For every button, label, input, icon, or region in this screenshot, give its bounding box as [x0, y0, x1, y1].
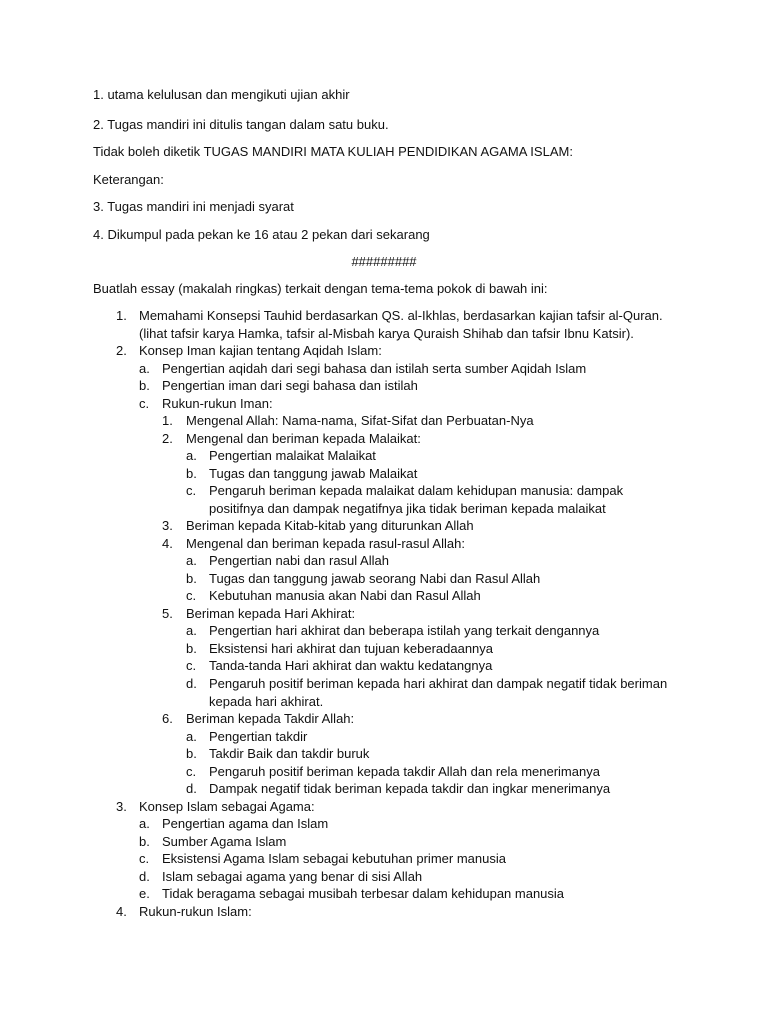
outline-text: Pengertian takdir: [209, 729, 308, 744]
outline-marker: 3.: [116, 799, 127, 814]
outline-text: Pengertian iman dari segi bahasa dan istilah: [162, 378, 418, 393]
paragraph-5: 3. Tugas mandiri ini menjadi syarat: [93, 199, 294, 214]
outline-marker: c.: [186, 483, 197, 498]
outline-text: Beriman kepada Hari Akhirat:: [186, 606, 356, 621]
outline-text: positifnya dan dampak negatifnya jika tidak beriman kepada malaikat: [209, 501, 606, 516]
outline-text: Mengenal Allah: Nama-nama, Sifat-Sifat dan Perbuatan-Nya: [186, 413, 534, 428]
paragraph-1: 1. utama kelulusan dan mengikuti ujian akhir: [93, 87, 350, 102]
outline-marker: a.: [139, 361, 150, 376]
outline-marker: a.: [186, 553, 197, 568]
outline-marker: 1.: [116, 308, 127, 323]
outline-marker: 4.: [116, 904, 127, 919]
outline-text: Tugas dan tanggung jawab Malaikat: [209, 466, 418, 481]
outline-text: Pengertian malaikat Malaikat: [209, 448, 376, 463]
intro-text: Buatlah essay (makalah ringkas) terkait dengan tema-tema pokok di bawah ini:: [93, 281, 548, 296]
outline-text: Tanda-tanda Hari akhirat dan waktu kedatangnya: [209, 658, 493, 673]
outline-text: Pengaruh positif beriman kepada hari akhirat dan dampak negatif tidak beriman: [209, 676, 668, 691]
outline-marker: d.: [186, 676, 197, 691]
outline-text: Pengertian hari akhirat dan beberapa istilah yang terkait dengannya: [209, 623, 600, 638]
outline-text: Dampak negatif tidak beriman kepada takdir dan ingkar menerimanya: [209, 781, 611, 796]
outline-marker: 2.: [162, 431, 173, 446]
outline-text: Takdir Baik dan takdir buruk: [209, 746, 370, 761]
outline-marker: b.: [186, 641, 197, 656]
outline-marker: b.: [186, 466, 197, 481]
outline-text: Pengertian nabi dan rasul Allah: [209, 553, 389, 568]
outline-text: Pengertian agama dan Islam: [162, 816, 329, 831]
outline-text: (lihat tafsir karya Hamka, tafsir al-Misbah karya Quraish Shihab dan tafsir Ibnu Katsir).: [139, 326, 634, 341]
outline-marker: c.: [139, 396, 150, 411]
outline-text: Sumber Agama Islam: [162, 834, 287, 849]
outline-marker: a.: [186, 729, 197, 744]
outline-text: Rukun-rukun Iman:: [162, 396, 273, 411]
outline-text: Konsep Islam sebagai Agama:: [139, 799, 315, 814]
outline-marker: a.: [186, 448, 197, 463]
outline-marker: b.: [139, 834, 150, 849]
outline-text: Mengenal dan beriman kepada Malaikat:: [186, 431, 421, 446]
outline-text: Rukun-rukun Islam:: [139, 904, 252, 919]
outline-marker: 6.: [162, 711, 173, 726]
outline-marker: 4.: [162, 536, 173, 551]
outline-marker: c.: [139, 851, 150, 866]
outline-text: Tugas dan tanggung jawab seorang Nabi dan Rasul Allah: [209, 571, 541, 586]
outline-marker: 2.: [116, 343, 127, 358]
outline-marker: b.: [186, 746, 197, 761]
outline-text: Beriman kepada Kitab-kitab yang diturunkan Allah: [186, 518, 474, 533]
outline-marker: d.: [186, 781, 197, 796]
paragraph-6: 4. Dikumpul pada pekan ke 16 atau 2 pekan dari sekarang: [93, 227, 430, 242]
outline-marker: 1.: [162, 413, 173, 428]
paragraph-3: Tidak boleh diketik TUGAS MANDIRI MATA KULIAH PENDIDIKAN AGAMA ISLAM:: [93, 144, 573, 159]
outline-marker: 3.: [162, 518, 173, 533]
outline-text: Pengaruh positif beriman kepada takdir Allah dan rela menerimanya: [209, 764, 600, 779]
outline-marker: c.: [186, 588, 197, 603]
paragraph-2: 2. Tugas mandiri ini ditulis tangan dalam satu buku.: [93, 117, 389, 132]
paragraph-4: Keterangan:: [93, 172, 164, 187]
outline-text: Mengenal dan beriman kepada rasul-rasul Allah:: [186, 536, 465, 551]
outline-text: Beriman kepada Takdir Allah:: [186, 711, 355, 726]
outline-marker: a.: [139, 816, 150, 831]
outline-marker: c.: [186, 658, 197, 673]
outline-text: kepada hari akhirat.: [209, 694, 324, 709]
outline-text: Kebutuhan manusia akan Nabi dan Rasul Allah: [209, 588, 481, 603]
outline-text: Tidak beragama sebagai musibah terbesar dalam kehidupan manusia: [162, 886, 565, 901]
outline-marker: b.: [186, 571, 197, 586]
outline-text: Eksistensi Agama Islam sebagai kebutuhan primer manusia: [162, 851, 506, 866]
outline-text: Konsep Iman kajian tentang Aqidah Islam:: [139, 343, 382, 358]
outline-text: Pengaruh beriman kepada malaikat dalam kehidupan manusia: dampak: [209, 483, 624, 498]
outline-marker: a.: [186, 623, 197, 638]
outline-marker: b.: [139, 378, 150, 393]
outline-marker: 5.: [162, 606, 173, 621]
outline-text: Eksistensi hari akhirat dan tujuan keberadaannya: [209, 641, 494, 656]
outline-text: Memahami Konsepsi Tauhid berdasarkan QS. al-Ikhlas, berdasarkan kajian tafsir al-Quran.: [139, 308, 663, 323]
outline-marker: c.: [186, 764, 197, 779]
divider: #########: [351, 254, 417, 269]
outline-text: Pengertian aqidah dari segi bahasa dan istilah serta sumber Aqidah Islam: [162, 361, 587, 376]
outline-marker: e.: [139, 886, 150, 901]
outline-text: Islam sebagai agama yang benar di sisi Allah: [162, 869, 423, 884]
outline-marker: d.: [139, 869, 150, 884]
